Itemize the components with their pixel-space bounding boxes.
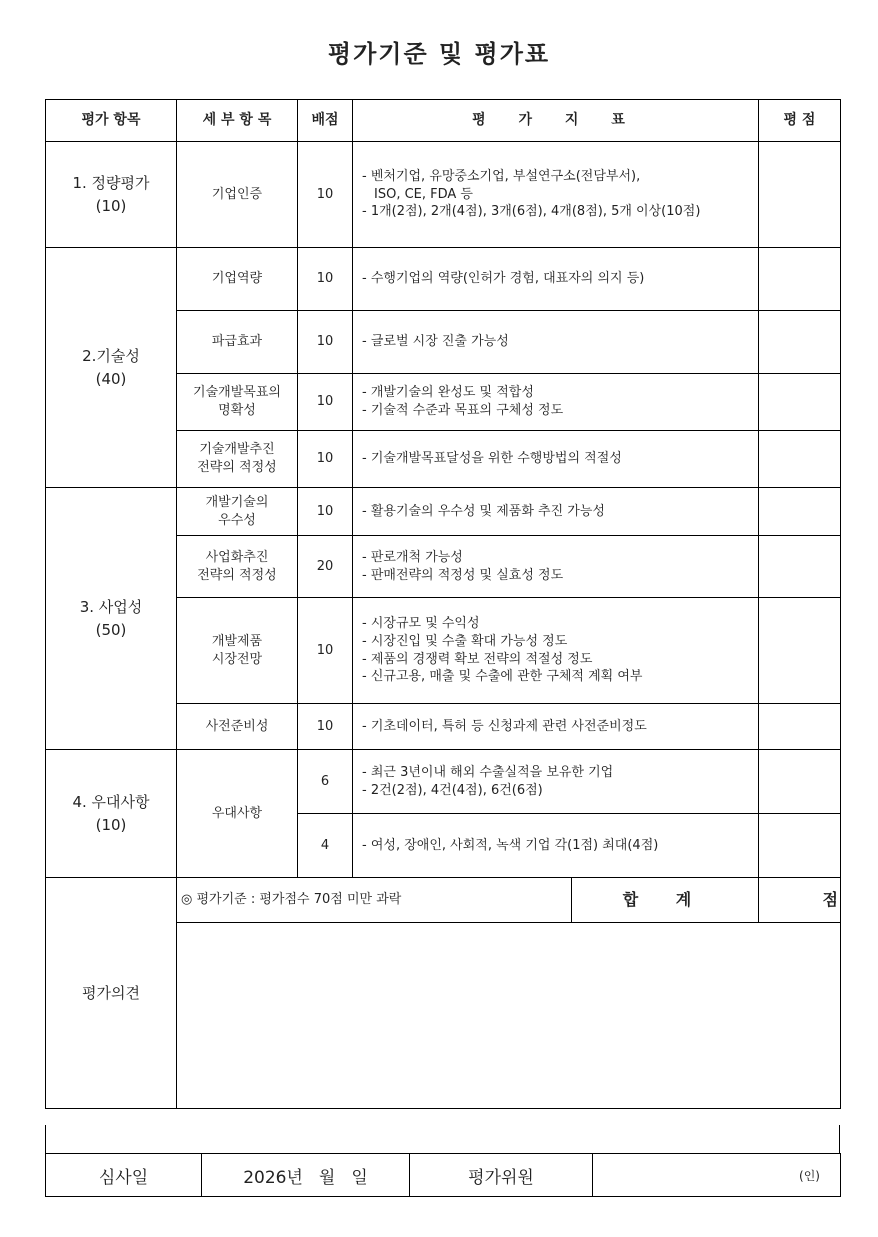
indicator-line: - 최근 3년이내 해외 수출실적을 보유한 기업 bbox=[362, 764, 614, 780]
table-row bbox=[46, 488, 841, 536]
total-row bbox=[46, 878, 841, 923]
header-indicator: 평 가 지 표 bbox=[353, 100, 759, 142]
category-preference bbox=[46, 750, 177, 878]
category-label: 2.기술성 bbox=[82, 347, 140, 365]
criteria-text: ◎ 평가기준 : 평가점수 70점 미만 과락 bbox=[181, 892, 402, 908]
evaluator-signature[interactable] bbox=[593, 1154, 841, 1197]
subitem bbox=[177, 374, 298, 431]
subitem: 기업인증 bbox=[177, 142, 298, 248]
signature-table bbox=[45, 1153, 841, 1197]
score-cell[interactable] bbox=[759, 814, 841, 878]
opinion-textarea[interactable] bbox=[177, 923, 841, 1109]
score-cell[interactable] bbox=[759, 311, 841, 374]
evaluation-table bbox=[45, 99, 841, 1109]
subitem: 기업역량 bbox=[177, 248, 298, 311]
subitem-line: 명확성 bbox=[218, 403, 256, 418]
header-item: 평가 항목 bbox=[46, 100, 177, 142]
header-subitem: 세 부 항 목 bbox=[177, 100, 298, 142]
subitem-line: 우수성 bbox=[218, 512, 256, 528]
subitem-line: 기술개발추진 bbox=[199, 442, 275, 458]
subitem bbox=[177, 431, 298, 488]
page-title: 평가기준 및 평가표 bbox=[327, 40, 551, 68]
indicator bbox=[353, 431, 759, 488]
category-points: (10) bbox=[95, 815, 127, 834]
header-score: 평 점 bbox=[759, 100, 841, 142]
indicator bbox=[353, 598, 759, 704]
indicator-line: - 기술개발목표달성을 위한 수행방법의 적절성 bbox=[362, 451, 622, 467]
category-label: 1. 정량평가 bbox=[72, 174, 150, 192]
subitem bbox=[177, 536, 298, 598]
category-points: (40) bbox=[95, 369, 127, 388]
indicator bbox=[353, 536, 759, 598]
header-row bbox=[46, 100, 841, 142]
subitem-line: 전략의 적정성 bbox=[197, 567, 277, 583]
score-cell[interactable] bbox=[759, 488, 841, 536]
subitem-line: 기술개발목표의 bbox=[193, 385, 281, 401]
indicator-line: - 여성, 장애인, 사회적, 녹색 기업 각(1점) 최대(4점) bbox=[362, 837, 659, 853]
score-cell[interactable] bbox=[759, 704, 841, 750]
indicator bbox=[353, 311, 759, 374]
subitem-line: 시장전망 bbox=[211, 651, 263, 667]
subitem-line: 사업화추진 bbox=[205, 549, 269, 565]
review-date-label: 심사일 bbox=[46, 1154, 202, 1197]
table-row bbox=[46, 750, 841, 814]
subitem bbox=[177, 598, 298, 704]
evaluator-label: 평가위원 bbox=[410, 1154, 593, 1197]
indicator-line: - 1개(2점), 2개(4점), 3개(6점), 4개(8점), 5개 이상(10점) bbox=[362, 204, 701, 220]
indicator-line: - 벤처기업, 유망중소기업, 부설연구소(전담부서), bbox=[362, 169, 641, 185]
category-points: (10) bbox=[95, 196, 127, 215]
score-cell[interactable] bbox=[759, 142, 841, 248]
subitem: 파급효과 bbox=[177, 311, 298, 374]
subitem-line: 개발기술의 bbox=[205, 494, 269, 510]
points: 10 bbox=[298, 374, 353, 431]
score-cell[interactable] bbox=[759, 431, 841, 488]
points: 10 bbox=[298, 431, 353, 488]
indicator bbox=[353, 814, 759, 878]
points: 10 bbox=[298, 311, 353, 374]
indicator bbox=[353, 488, 759, 536]
indicator-line: - 수행기업의 역량(인허가 경험, 대표자의 의지 등) bbox=[362, 271, 645, 287]
indicator-line: - 시장규모 및 수익성 bbox=[362, 616, 480, 632]
subitem-line: 전략의 적정성 bbox=[197, 460, 277, 475]
indicator-line: - 활용기술의 우수성 및 제품화 추진 가능성 bbox=[362, 503, 605, 519]
subitem: 사전준비성 bbox=[177, 704, 298, 750]
category-technology bbox=[46, 248, 177, 488]
points: 4 bbox=[298, 814, 353, 878]
indicator-line: - 글로벌 시장 진출 가능성 bbox=[362, 334, 509, 350]
score-cell[interactable] bbox=[759, 598, 841, 704]
points: 20 bbox=[298, 536, 353, 598]
category-points: (50) bbox=[95, 620, 127, 639]
indicator bbox=[353, 374, 759, 431]
indicator-line: - 개발기술의 완성도 및 적합성 bbox=[362, 385, 534, 401]
indicator-line: ISO, CE, FDA 등 bbox=[374, 186, 473, 202]
score-cell[interactable] bbox=[759, 750, 841, 814]
category-business bbox=[46, 488, 177, 750]
indicator-line: - 기초데이터, 특허 등 신청과제 관련 사전준비정도 bbox=[362, 718, 647, 734]
points: 6 bbox=[298, 750, 353, 814]
indicator bbox=[353, 750, 759, 814]
day: 일 bbox=[351, 1167, 368, 1188]
score-cell[interactable] bbox=[759, 374, 841, 431]
indicator-line: - 판로개척 가능성 bbox=[362, 549, 463, 565]
points: 10 bbox=[298, 598, 353, 704]
points: 10 bbox=[298, 488, 353, 536]
indicator bbox=[353, 704, 759, 750]
header-points: 배점 bbox=[298, 100, 353, 142]
points: 10 bbox=[298, 142, 353, 248]
indicator-line: - 기술적 수준과 목표의 구체성 정도 bbox=[362, 403, 564, 418]
table-row bbox=[46, 142, 841, 248]
indicator-line: - 시장진입 및 수출 확대 가능성 정도 bbox=[362, 633, 568, 649]
subitem-line: 개발제품 bbox=[211, 633, 263, 649]
indicator bbox=[353, 248, 759, 311]
indicator bbox=[353, 142, 759, 248]
table-row bbox=[46, 248, 841, 311]
review-date-value[interactable] bbox=[202, 1154, 410, 1197]
points: 10 bbox=[298, 704, 353, 750]
indicator-line: - 2건(2점), 4건(4점), 6건(6점) bbox=[362, 782, 543, 798]
spacer-row bbox=[45, 1125, 840, 1153]
total-score[interactable]: 점 bbox=[759, 878, 841, 923]
indicator-line: - 제품의 경쟁력 확보 전략의 적절성 정도 bbox=[362, 651, 593, 667]
total-label: 합 계 bbox=[571, 878, 758, 922]
month: 월 bbox=[318, 1167, 336, 1188]
indicator-line: - 신규고용, 매출 및 수출에 관한 구체적 계획 여부 bbox=[362, 669, 643, 685]
subitem bbox=[177, 488, 298, 536]
subitem: 우대사항 bbox=[177, 750, 298, 878]
score-cell[interactable] bbox=[759, 536, 841, 598]
category-quantitative bbox=[46, 142, 177, 248]
category-label: 4. 우대사항 bbox=[72, 793, 150, 811]
opinion-label: 평가의견 bbox=[46, 878, 177, 1109]
points: 10 bbox=[298, 248, 353, 311]
year: 2026년 bbox=[243, 1167, 303, 1188]
seal-mark: (인) bbox=[799, 1168, 820, 1183]
indicator-line: - 판매전략의 적정성 및 실효성 정도 bbox=[362, 567, 564, 583]
category-label: 3. 사업성 bbox=[79, 598, 143, 616]
criteria-total-cell bbox=[177, 878, 759, 923]
score-cell[interactable] bbox=[759, 248, 841, 311]
